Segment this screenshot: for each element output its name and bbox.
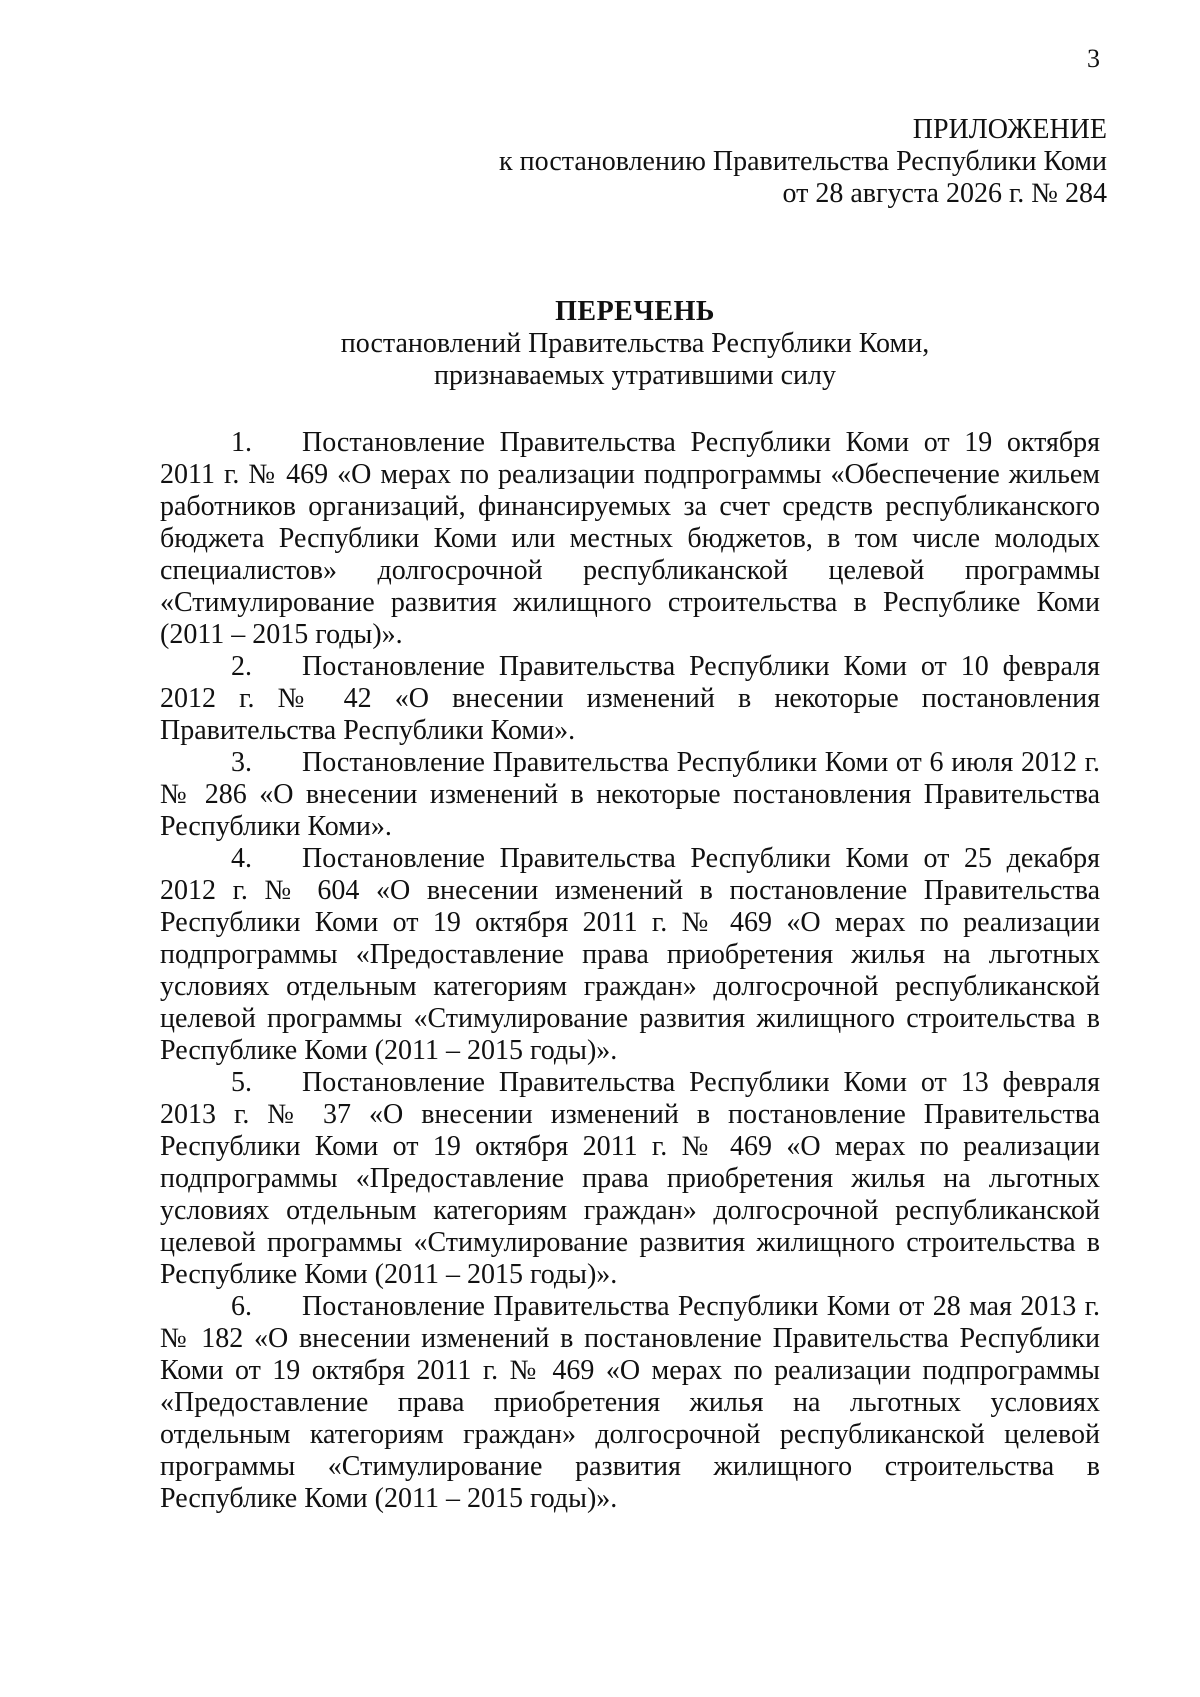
title-block	[160, 296, 1110, 392]
item-text: Постановление Правительства Республики Коми от 6 июля 2012 г. № 286 «О внесении изменений в некоторые постановления Правительства Республики Коми».	[160, 747, 1100, 842]
item-text: Постановление Правительства Республики Коми от 28 мая 2013 г. № 182 «О внесении изменений в постановление Правительства Республики Коми от 19 октября 2011 г. № 469 «О мерах по реализации подпрограммы «Предоставление права приобретения жилья на льготных условиях отдельным категориям граждан» долгосрочной республиканской целевой программы «Стимулирование развития жилищного строительства в Республике Коми (2011 – 2015 годы)».	[160, 1291, 1100, 1514]
appendix-reference: к постановлению Правительства Республики Коми	[499, 146, 1107, 177]
list-item	[160, 1291, 1100, 1515]
list-item	[160, 843, 1100, 1067]
list-item	[160, 427, 1100, 651]
appendix-heading: ПРИЛОЖЕНИЕ	[912, 114, 1107, 145]
list-item	[160, 1067, 1100, 1291]
document-subtitle-line1: постановлений Правительства Республики Коми,	[340, 328, 930, 359]
item-number: 5.	[231, 1067, 252, 1098]
document-title: ПЕРЕЧЕНЬ	[555, 296, 715, 327]
item-text: Постановление Правительства Республики Коми от 13 февраля 2013 г. № 37 «О внесении изменений в постановление Правительства Республики Коми от 19 октября 2011 г. № 469 «О мерах по реализации подпрограммы «Предоставление права приобретения жилья на льготных условиях отдельным категориям граждан» долгосрочной республиканской целевой программы «Стимулирование развития жилищного строительства в Республике Коми (2011 – 2015 годы)».	[160, 1067, 1100, 1290]
item-text: Постановление Правительства Республики Коми от 10 февраля 2012 г. № 42 «О внесении изменений в некоторые постановления Правительства Республики Коми».	[160, 651, 1100, 746]
list-item	[160, 747, 1100, 843]
item-number: 6.	[231, 1291, 252, 1322]
item-number: 4.	[231, 843, 252, 874]
page-number: 3	[1087, 44, 1100, 73]
item-text: Постановление Правительства Республики Коми от 25 декабря 2012 г. № 604 «О внесении изменений в постановление Правительства Республики Коми от 19 октября 2011 г. № 469 «О мерах по реализации подпрограммы «Предоставление права приобретения жилья на льготных условиях отдельным категориям граждан» долгосрочной республиканской целевой программы «Стимулирование развития жилищного строительства в Республике Коми (2011 – 2015 годы)».	[160, 843, 1100, 1066]
appendix-block	[407, 114, 1107, 210]
items-list	[160, 427, 1100, 1515]
item-number: 3.	[231, 747, 252, 778]
item-number: 1.	[231, 427, 252, 458]
list-item	[160, 651, 1100, 747]
appendix-date-number: от 28 августа 2026 г. № 284	[782, 178, 1107, 209]
item-number: 2.	[231, 651, 252, 682]
document-subtitle-line2: признаваемых утратившими силу	[433, 360, 837, 391]
item-text: Постановление Правительства Республики Коми от 19 октября 2011 г. № 469 «О мерах по реализации подпрограммы «Обеспечение жильем работников организаций, финансируемых за счет средств республиканского бюджета Республики Коми или местных бюджетов, в том числе молодых специалистов» долгосрочной республиканской целевой программы «Стимулирование развития жилищного строительства в Республике Коми (2011 – 2015 годы)».	[160, 427, 1100, 650]
